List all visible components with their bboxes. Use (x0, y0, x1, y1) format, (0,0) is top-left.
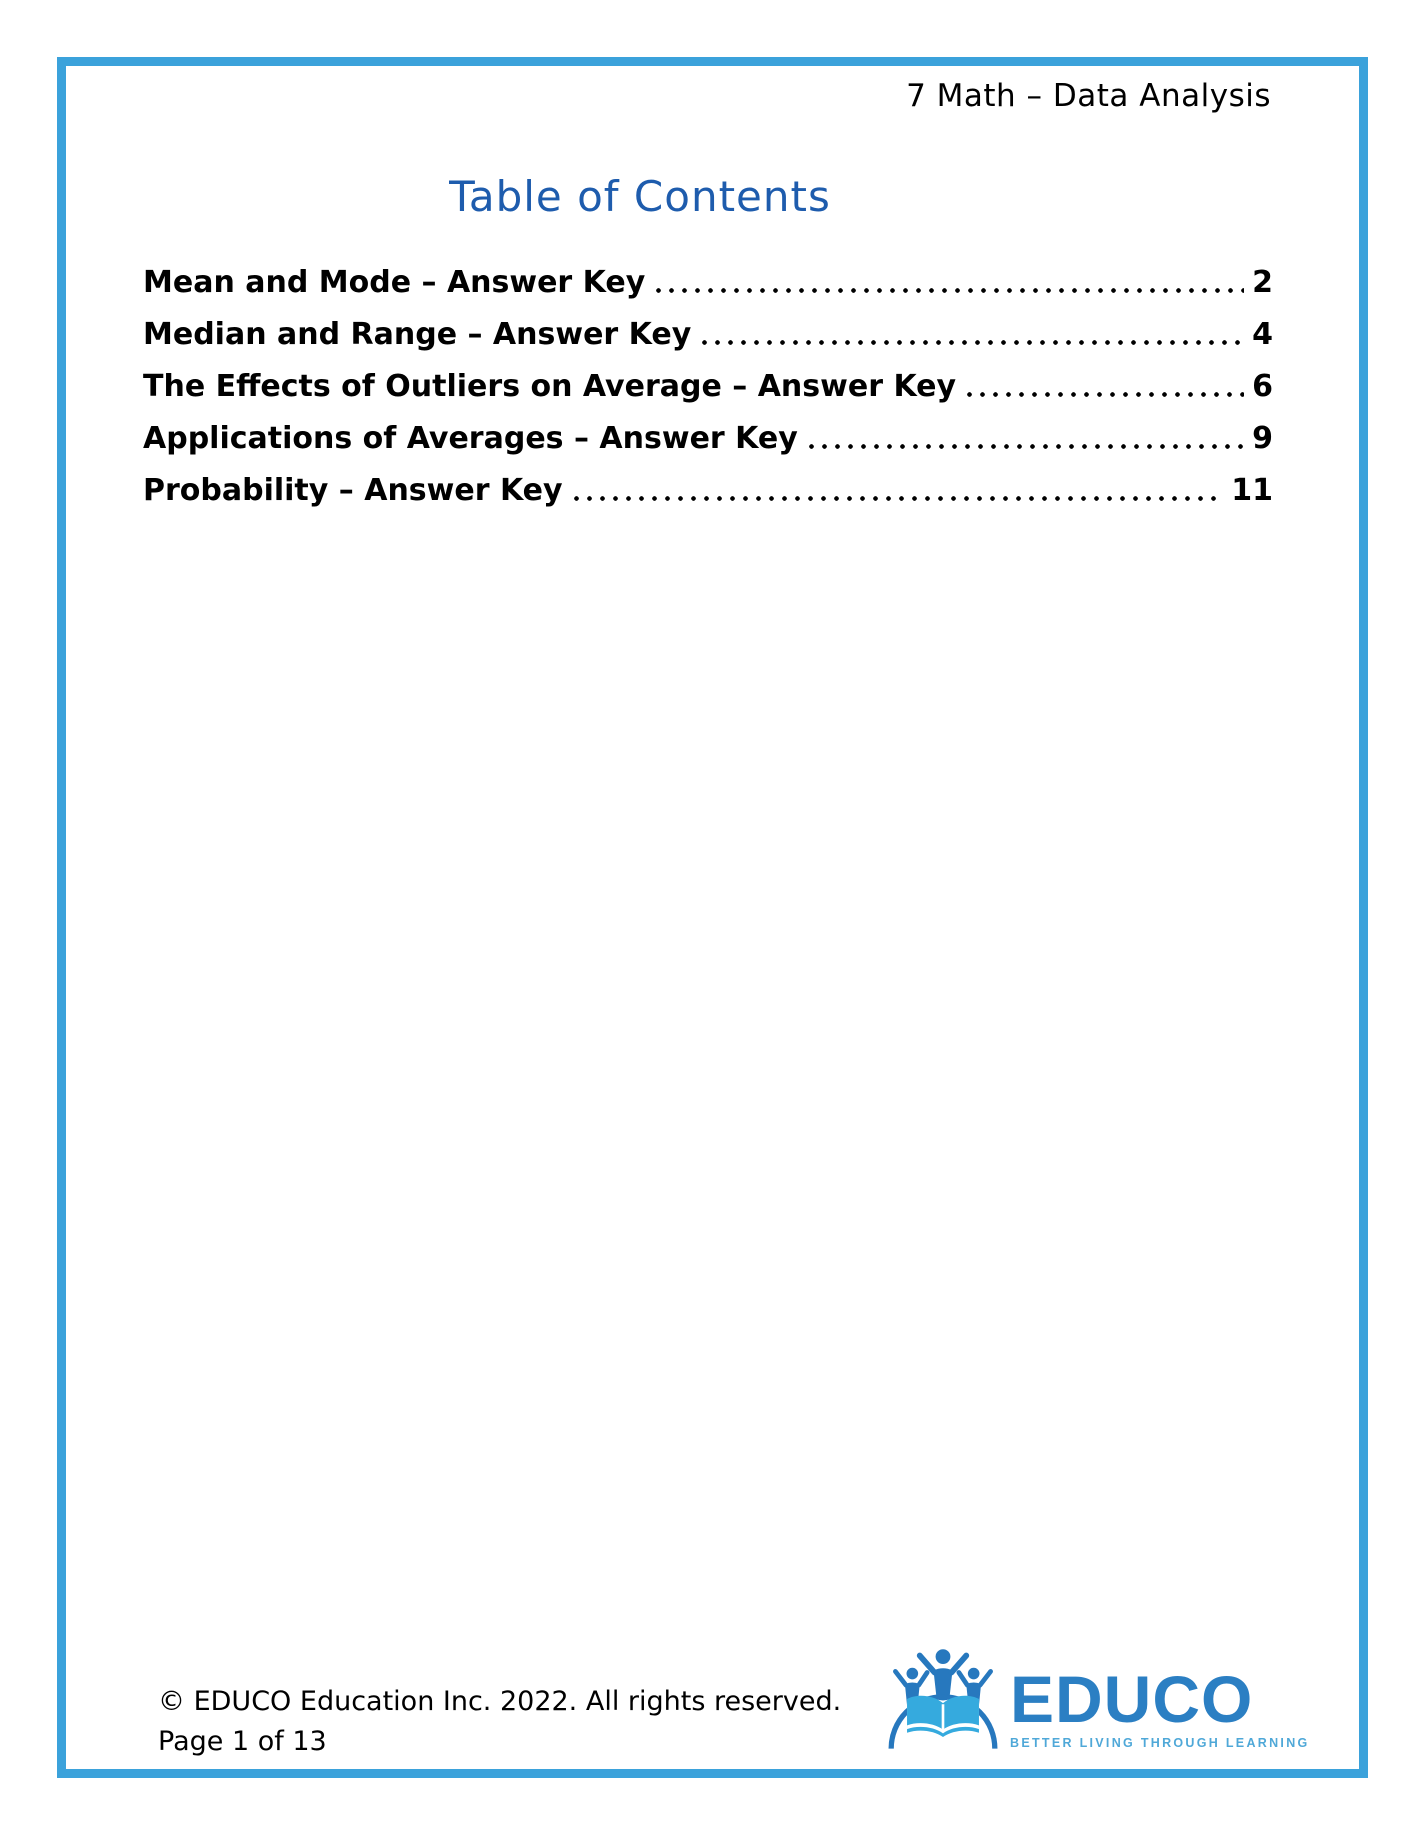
toc-entry[interactable] (143, 404, 1273, 456)
page-footer (158, 1682, 841, 1762)
dot-leader (652, 268, 1244, 300)
toc-entry-label: Median and Range – Answer Key (143, 317, 692, 353)
educo-emblem-icon (884, 1645, 1002, 1755)
toc-entry-label: Probability – Answer Key (143, 473, 563, 509)
toc-entry-page-number: 11 (1231, 473, 1273, 509)
page-title: Table of Contents (449, 172, 831, 221)
educo-logo (884, 1645, 1310, 1755)
educo-wordmark: EDUCO (1010, 1662, 1254, 1737)
dot-leader (570, 476, 1224, 508)
toc-entry[interactable] (143, 352, 1273, 404)
toc-entry-page-number: 4 (1252, 317, 1273, 353)
dot-leader (698, 320, 1244, 352)
toc-entry-label: Applications of Averages – Answer Key (143, 421, 798, 457)
educo-logo-text (1010, 1662, 1310, 1750)
toc-entry-label: Mean and Mode – Answer Key (143, 265, 646, 301)
toc-entry[interactable] (143, 456, 1273, 508)
toc-entry-page-number: 6 (1252, 369, 1273, 405)
toc-entry-page-number: 9 (1252, 421, 1273, 457)
educo-tagline: BETTER LIVING THROUGH LEARNING (1010, 1735, 1310, 1750)
toc-entry-page-number: 2 (1252, 265, 1273, 301)
page-number-line: Page 1 of 13 (158, 1726, 327, 1757)
toc-entry[interactable] (143, 300, 1273, 352)
table-of-contents (143, 248, 1273, 508)
toc-entry-label: The Effects of Outliers on Average – Answer Key (143, 369, 957, 405)
dot-leader (963, 372, 1244, 404)
copyright-line: © EDUCO Education Inc. 2022. All rights reserved. (158, 1686, 842, 1717)
toc-entry[interactable] (143, 248, 1273, 300)
document-header: 7 Math – Data Analysis (906, 78, 1271, 114)
dot-leader (805, 424, 1244, 456)
